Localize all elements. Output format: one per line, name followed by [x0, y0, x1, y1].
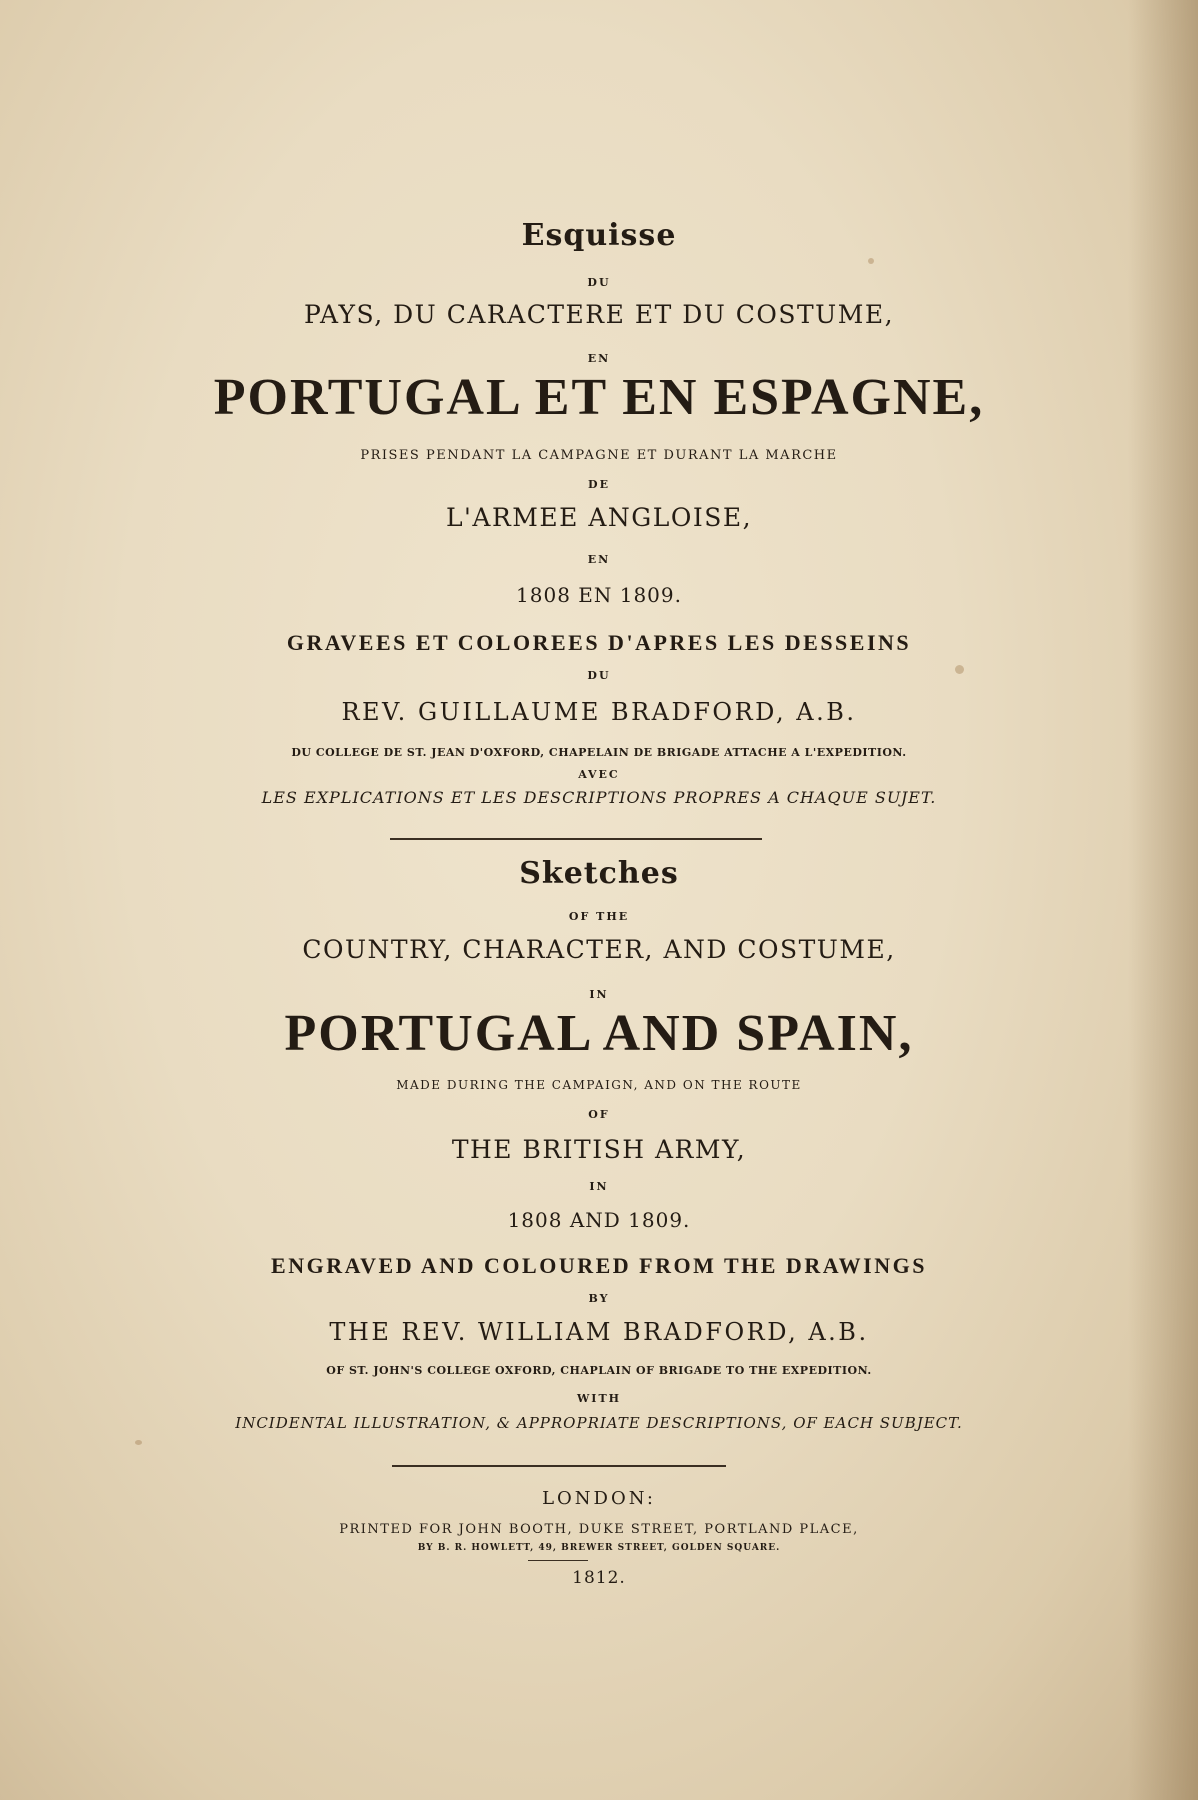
french-years: 1808 EN 1809.	[516, 583, 682, 607]
french-engraved: GRAVEES ET COLOREES D'APRES LES DESSEINS	[286, 630, 912, 655]
french-subtitle: PAYS, DU CARACTERE ET DU COSTUME,	[303, 300, 895, 329]
english-main-title: PORTUGAL AND SPAIN,	[284, 1005, 914, 1062]
english-in-2: IN	[589, 1180, 609, 1193]
french-explications: LES EXPLICATIONS ET LES DESCRIPTIONS PROPRES A CHAQUE SUJET.	[261, 788, 937, 807]
french-du: DU	[587, 276, 611, 289]
english-in: IN	[589, 988, 609, 1001]
french-main-title: PORTUGAL ET EN ESPAGNE,	[213, 369, 985, 426]
french-prises: PRISES PENDANT LA CAMPAGNE ET DURANT LA MARCHE	[360, 448, 838, 463]
foxing-spot	[868, 258, 874, 264]
french-en-2: EN	[587, 553, 611, 566]
french-en: EN	[587, 352, 611, 365]
french-college: DU COLLEGE DE ST. JEAN D'OXFORD, CHAPELAIN DE BRIGADE ATTACHE A L'EXPEDITION.	[291, 746, 907, 759]
imprint-year: 1812.	[572, 1568, 626, 1588]
imprint-city: LONDON:	[542, 1488, 656, 1509]
french-avec: AVEC	[578, 768, 620, 781]
english-army: THE BRITISH ARMY,	[451, 1135, 747, 1164]
english-engraved: ENGRAVED AND COLOURED FROM THE DRAWINGS	[271, 1253, 927, 1278]
divider-rule	[392, 1465, 726, 1467]
divider-rule	[390, 838, 762, 840]
french-army: L'ARMEE ANGLOISE,	[445, 503, 753, 532]
english-illustration: INCIDENTAL ILLUSTRATION, & APPROPRIATE DESCRIPTIONS, OF EACH SUBJECT.	[235, 1414, 963, 1432]
french-title: Esquisse	[521, 218, 677, 253]
foxing-spot	[135, 1440, 142, 1445]
english-of-the: OF THE	[568, 910, 630, 923]
english-with: WITH	[576, 1392, 622, 1405]
french-du-2: DU	[587, 669, 611, 682]
english-of: OF	[588, 1108, 610, 1121]
french-author: REV. GUILLAUME BRADFORD, A.B.	[341, 698, 857, 726]
english-subtitle: COUNTRY, CHARACTER, AND COSTUME,	[302, 935, 896, 964]
english-made: MADE DURING THE CAMPAIGN, AND ON THE ROUTE	[396, 1078, 802, 1092]
imprint-printer: BY B. R. HOWLETT, 49, BREWER STREET, GOLDEN SQUARE.	[417, 1543, 781, 1553]
imprint-printed-for: PRINTED FOR JOHN BOOTH, DUKE STREET, PORTLAND PLACE,	[339, 1522, 859, 1537]
english-by: BY	[588, 1292, 610, 1305]
french-de: DE	[588, 478, 610, 491]
imprint-rule	[528, 1560, 588, 1561]
english-title: Sketches	[519, 856, 679, 891]
english-author: THE REV. WILLIAM BRADFORD, A.B.	[329, 1318, 869, 1346]
english-college: OF ST. JOHN'S COLLEGE OXFORD, CHAPLAIN OF BRIGADE TO THE EXPEDITION.	[326, 1364, 872, 1377]
english-years: 1808 AND 1809.	[507, 1208, 691, 1232]
